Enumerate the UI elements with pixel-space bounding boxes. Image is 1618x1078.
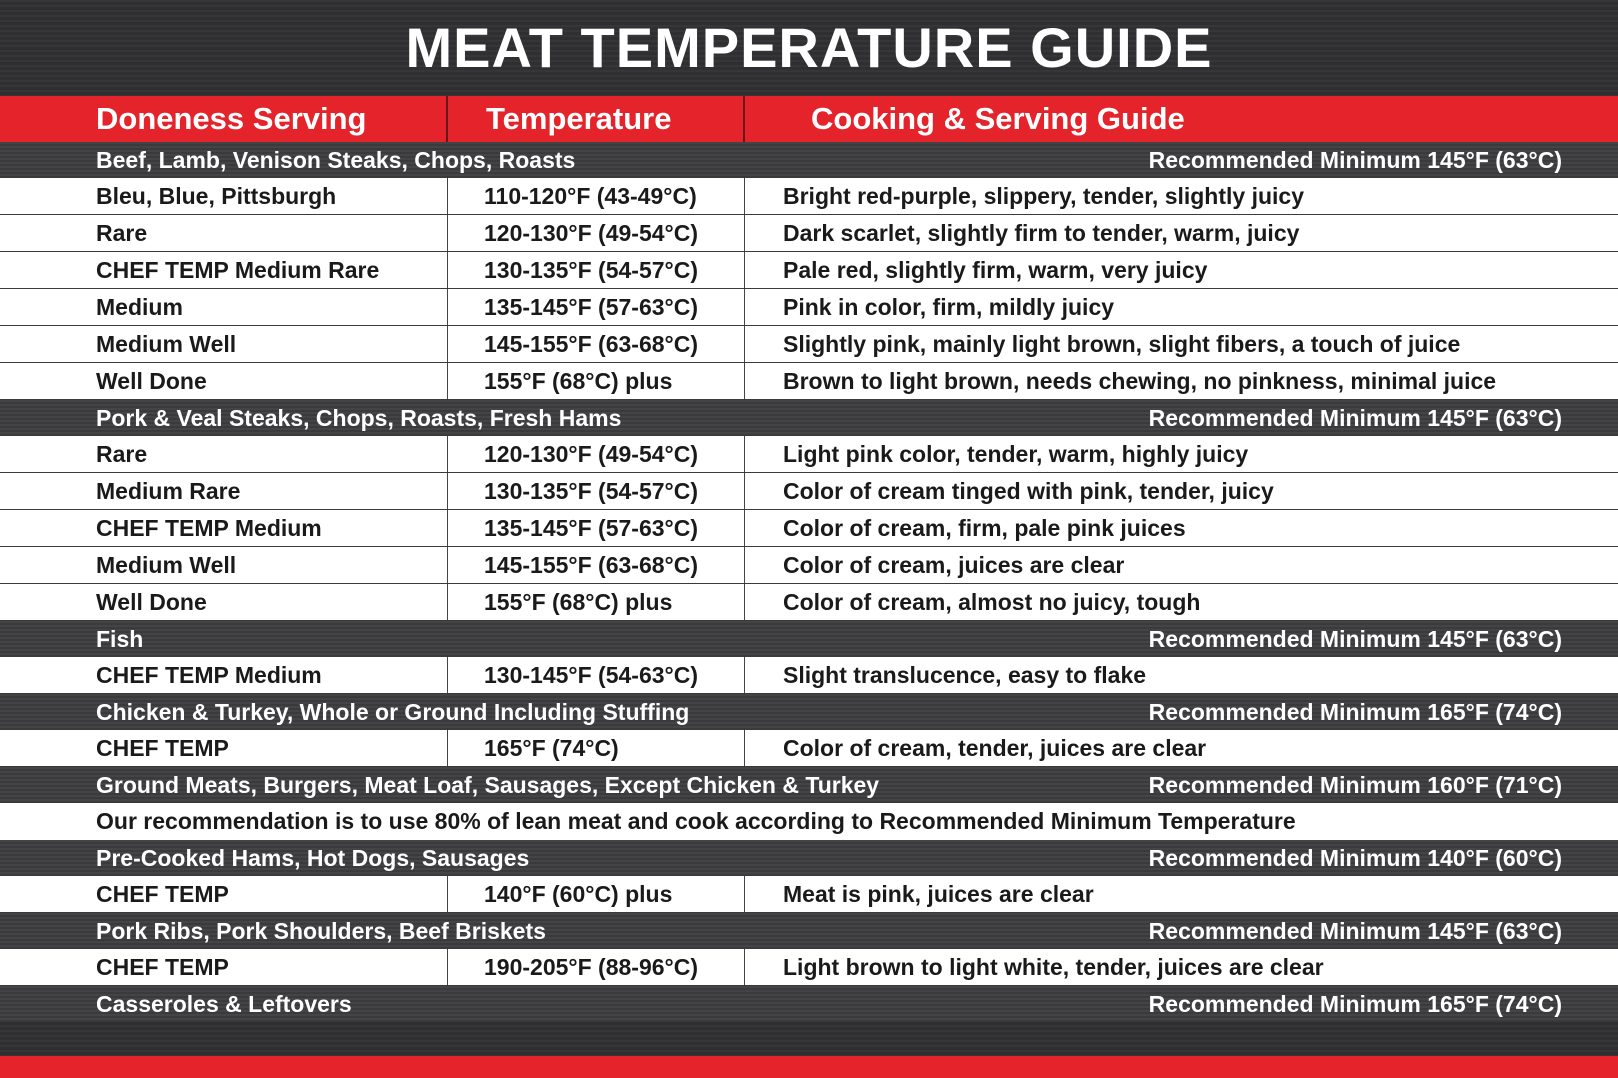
guide-cell: Color of cream, tender, juices are clear <box>783 734 1207 761</box>
header-doneness: Doneness Serving <box>0 96 448 142</box>
table-header <box>0 96 1618 142</box>
table-row <box>0 547 1618 584</box>
table-row <box>0 876 1618 913</box>
page-title: MEAT TEMPERATURE GUIDE <box>405 16 1213 79</box>
recommendation-note: Our recommendation is to use 80% of lean meat and cook according to Recommended Minimum Temperature <box>0 803 1618 840</box>
category-minimum: Recommended Minimum 145°F (63°C) <box>1148 625 1562 652</box>
doneness-cell: CHEF TEMP Medium <box>0 510 448 546</box>
temperature-cell: 130-145°F (54-63°C) <box>448 657 745 693</box>
guide-cell: Brown to light brown, needs chewing, no pinkness, minimal juice <box>783 367 1497 394</box>
category-minimum: Recommended Minimum 145°F (63°C) <box>1148 146 1562 173</box>
temperature-cell: 110-120°F (43-49°C) <box>448 178 745 214</box>
table-row <box>0 657 1618 694</box>
header-temperature: Temperature <box>448 96 745 142</box>
temperature-cell: 135-145°F (57-63°C) <box>448 289 745 325</box>
table-row <box>0 215 1618 252</box>
guide-cell: Color of cream, almost no juicy, tough <box>783 588 1201 615</box>
temperature-cell: 190-205°F (88-96°C) <box>448 949 745 985</box>
temperature-cell: 145-155°F (63-68°C) <box>448 547 745 583</box>
category-row <box>0 913 1618 949</box>
category-minimum: Recommended Minimum 140°F (60°C) <box>1148 844 1562 871</box>
category-name: Pork Ribs, Pork Shoulders, Beef Briskets <box>96 917 546 944</box>
guide-cell: Meat is pink, juices are clear <box>783 880 1094 907</box>
table-row <box>0 252 1618 289</box>
temperature-cell: 140°F (60°C) plus <box>448 876 745 912</box>
category-name: Pork & Veal Steaks, Chops, Roasts, Fresh Hams <box>96 404 622 431</box>
category-row <box>0 400 1618 436</box>
doneness-cell: Well Done <box>0 584 448 620</box>
table-row <box>0 473 1618 510</box>
guide-cell: Dark scarlet, slightly firm to tender, warm, juicy <box>783 219 1300 246</box>
temperature-cell: 135-145°F (57-63°C) <box>448 510 745 546</box>
category-minimum: Recommended Minimum 165°F (74°C) <box>1148 698 1562 725</box>
doneness-cell: CHEF TEMP <box>0 730 448 766</box>
category-name: Fish <box>96 625 144 652</box>
temperature-cell: 145-155°F (63-68°C) <box>448 326 745 362</box>
category-name: Chicken & Turkey, Whole or Ground Including Stuffing <box>96 698 690 725</box>
table-row <box>0 178 1618 215</box>
temperature-cell: 130-135°F (54-57°C) <box>448 252 745 288</box>
doneness-cell: Well Done <box>0 363 448 399</box>
category-row <box>0 621 1618 657</box>
table-row <box>0 436 1618 473</box>
temperature-cell: 120-130°F (49-54°C) <box>448 215 745 251</box>
table-row <box>0 510 1618 547</box>
temperature-cell: 165°F (74°C) <box>448 730 745 766</box>
table-row <box>0 326 1618 363</box>
category-name: Casseroles & Leftovers <box>96 990 352 1017</box>
category-row <box>0 986 1618 1022</box>
category-row <box>0 840 1618 876</box>
table-row <box>0 584 1618 621</box>
temperature-cell: 130-135°F (54-57°C) <box>448 473 745 509</box>
doneness-cell: CHEF TEMP <box>0 876 448 912</box>
guide-cell: Slightly pink, mainly light brown, slight fibers, a touch of juice <box>783 330 1461 357</box>
guide-cell: Slight translucence, easy to flake <box>783 661 1147 688</box>
category-minimum: Recommended Minimum 165°F (74°C) <box>1148 990 1562 1017</box>
guide-cell: Light pink color, tender, warm, highly juicy <box>783 440 1249 467</box>
doneness-cell: Medium Rare <box>0 473 448 509</box>
category-row <box>0 694 1618 730</box>
temperature-cell: 155°F (68°C) plus <box>448 363 745 399</box>
category-minimum: Recommended Minimum 145°F (63°C) <box>1148 917 1562 944</box>
guide-cell: Pink in color, firm, mildly juicy <box>783 293 1115 320</box>
category-name: Beef, Lamb, Venison Steaks, Chops, Roasts <box>96 146 576 173</box>
doneness-cell: Medium Well <box>0 326 448 362</box>
header-guide: Cooking & Serving Guide <box>811 101 1185 136</box>
table-row <box>0 730 1618 767</box>
category-name: Pre-Cooked Hams, Hot Dogs, Sausages <box>96 844 530 871</box>
guide-cell: Bright red-purple, slippery, tender, slightly juicy <box>783 182 1305 209</box>
table-row <box>0 289 1618 326</box>
guide-cell: Color of cream tinged with pink, tender, juicy <box>783 477 1274 504</box>
bottom-accent-bar <box>0 1056 1618 1078</box>
temperature-cell: 155°F (68°C) plus <box>448 584 745 620</box>
category-name: Ground Meats, Burgers, Meat Loaf, Sausages, Except Chicken & Turkey <box>96 771 880 798</box>
doneness-cell: CHEF TEMP Medium <box>0 657 448 693</box>
doneness-cell: CHEF TEMP <box>0 949 448 985</box>
doneness-cell: Bleu, Blue, Pittsburgh <box>0 178 448 214</box>
category-minimum: Recommended Minimum 160°F (71°C) <box>1148 771 1562 798</box>
doneness-cell: Medium <box>0 289 448 325</box>
category-row <box>0 767 1618 803</box>
category-minimum: Recommended Minimum 145°F (63°C) <box>1148 404 1562 431</box>
doneness-cell: Rare <box>0 436 448 472</box>
category-row <box>0 142 1618 178</box>
table-row <box>0 949 1618 986</box>
doneness-cell: Medium Well <box>0 547 448 583</box>
temperature-cell: 120-130°F (49-54°C) <box>448 436 745 472</box>
guide-cell: Color of cream, firm, pale pink juices <box>783 514 1186 541</box>
guide-cell: Pale red, slightly firm, warm, very juicy <box>783 256 1208 283</box>
guide-table <box>0 142 1618 1022</box>
table-row <box>0 363 1618 400</box>
doneness-cell: Rare <box>0 215 448 251</box>
guide-cell: Color of cream, juices are clear <box>783 551 1125 578</box>
guide-cell: Light brown to light white, tender, juices are clear <box>783 953 1324 980</box>
doneness-cell: CHEF TEMP Medium Rare <box>0 252 448 288</box>
